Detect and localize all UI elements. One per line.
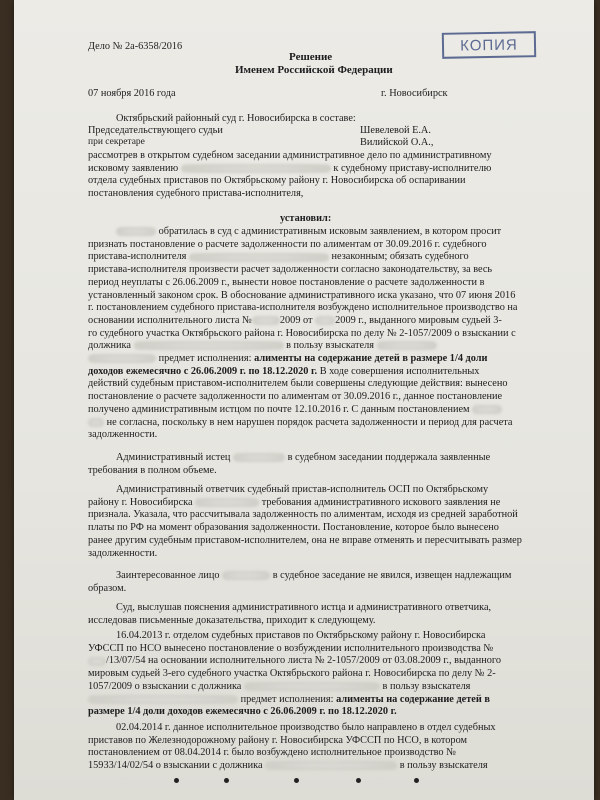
intro-paragraph (88, 150, 544, 201)
para-line (88, 602, 544, 615)
paragraph-6 (88, 630, 544, 719)
para-text: пристава-исполнителя (88, 251, 187, 263)
para-text: в пользу взыскателя (286, 340, 374, 352)
court-line-2a: Председательствующего судьи (88, 125, 223, 136)
para-text-bold: доходов ежемесячно с 26.06.2009 г. по 18.12.2020 г. (88, 365, 318, 377)
paragraph-7 (88, 722, 544, 773)
para-line (88, 681, 544, 694)
para-line (88, 497, 544, 510)
para-line (88, 404, 544, 417)
para-text: получено административным истцом по почте 12.10.2016 г. С данным постановлением (88, 403, 470, 415)
para-line: период неуплаты с 26.06.2009 г., вынести новое постановление о расчете задолженности в (88, 276, 485, 288)
para-text: 2009 г., выданного мировым судьей 3- (335, 314, 502, 326)
para-line (88, 366, 544, 379)
redaction (88, 418, 104, 427)
redaction (88, 695, 238, 704)
page-dot (414, 778, 419, 783)
page-dot (174, 778, 179, 783)
document-title: Решение (289, 51, 333, 63)
redaction (472, 405, 502, 414)
para-line: постановление о расчете задолженности по алиментам от 30.09.2016 г., данное постановление (88, 391, 503, 403)
intro-line: рассмотрев в открытом судебном заседании административное дело по административному (88, 150, 492, 161)
paragraph-3 (88, 484, 544, 560)
para-text: не согласна, поскольку в нем нарушен порядок расчета задолженности и период для расчета (106, 416, 513, 428)
section-heading: установил: (280, 213, 332, 224)
para-text-bold: размере 1/4 доли доходов ежемесячно с 26.06.2009 г. по 18.12.2020 г. (88, 706, 397, 718)
intro-text: исковому заявлению (88, 162, 179, 174)
para-line: задолженности. (88, 429, 158, 441)
para-line: требования в полном объеме. (88, 464, 217, 476)
case-number: Дело № 2а-6358/2016 (88, 41, 183, 52)
para-text-bold: алименты на содержание детей в (336, 693, 490, 705)
copy-stamp: КОПИЯ (442, 31, 536, 59)
para-line: пристава-исполнителя произвести расчет задолженности согласно законодательству, за весь (88, 264, 493, 276)
para-text: предмет исполнения: (240, 693, 334, 705)
judge-name: Шевелевой Е.А. (360, 125, 431, 136)
para-text: Заинтересованное лицо (116, 570, 220, 581)
page-dot (294, 778, 299, 783)
secretary-name: Вилийской О.А., (360, 137, 434, 148)
para-line (88, 722, 544, 735)
para-text: должника (88, 340, 131, 352)
redaction (134, 341, 284, 350)
page-dot (224, 778, 229, 783)
redaction (377, 341, 437, 350)
para-text: району г. Новосибирска (88, 496, 193, 508)
para-line (88, 760, 544, 773)
para-text: 16.04.2013 г. отделом судебных приставов по Октябрьскому району г. Новосибирска (116, 630, 486, 641)
para-line (88, 655, 544, 668)
redaction (88, 657, 106, 666)
redaction (315, 316, 335, 325)
para-text: обратилась в суд с административным исковым заявлением, в котором просит (158, 226, 502, 237)
para-line: мировым судьей 3-его судебного участка Октябрьского района г. Новосибирска по делу № 2- (88, 668, 496, 680)
para-line: признала. Указала, что рассчитывала задолженность по алиментам, исходя из средней заработной (88, 509, 518, 521)
para-line: установленный законом срок. В обоснование административного иска указано, что 07 июня 2016 (88, 289, 516, 301)
para-line (88, 484, 544, 497)
paragraph-5 (88, 602, 544, 627)
para-text: 02.04.2014 г. данное исполнительное производство было направлено в отдел судебных (116, 722, 496, 733)
para-line: действий судебным приставом-исполнителем были совершены следующие действия: вынесено (88, 378, 508, 390)
court-line-1: Октябрьский районный суд г. Новосибирска в составе: (116, 113, 356, 124)
para-text: незаконным; обязать судебного (331, 251, 469, 263)
paragraph-2 (88, 452, 544, 477)
redaction (181, 164, 331, 173)
paragraph-4 (88, 570, 544, 595)
para-line: г. постановлением судебного пристава-исполнителя возбуждено исполнительное производство на (88, 302, 518, 314)
para-line: УФССП по НСО вынесено постановление о возбуждении исполнительного производства № (88, 642, 494, 654)
para-text: в судебное заседание не явился, извещен надлежащим (272, 570, 512, 581)
para-text: 1057/2009 о взыскании с должника (88, 680, 242, 692)
redaction (265, 761, 397, 770)
para-line: приставов по Железнодорожному району г. Новосибирска УФССП по НСО, в котором (88, 734, 468, 746)
para-line (88, 353, 544, 366)
redaction (88, 354, 156, 363)
redaction (244, 682, 380, 691)
redaction (252, 316, 280, 325)
redaction (222, 571, 270, 580)
paragraph-1 (88, 226, 544, 442)
para-line: исследовав письменные доказательства, приходит к следующему. (88, 614, 376, 626)
para-line (88, 340, 544, 353)
para-text-bold: алименты на содержание детей в размере 1/4 доли (254, 353, 488, 365)
document-page (14, 0, 594, 800)
para-line: го судебного участка Октябрьского района г. Новосибирска по делу № 2-1057/2009 о взыскании с (88, 327, 516, 339)
para-text: Административный ответчик судебный пристав-исполнитель ОСП по Октябрьскому (116, 484, 489, 495)
para-text: в пользу взыскателя (382, 680, 471, 692)
para-text: 2009 от (279, 314, 313, 326)
page-dot (356, 778, 361, 783)
para-text: в пользу взыскателя (399, 760, 488, 772)
para-line (88, 226, 544, 239)
para-line: задолженности. (88, 547, 158, 559)
para-line (88, 417, 544, 430)
para-line: платы по РФ на момент образования задолженности. Постановление, которое было вынесено (88, 522, 499, 534)
intro-text: к судебному приставу-исполнителю (333, 162, 492, 174)
para-text: основании исполнительного листа № (88, 314, 252, 326)
para-text: предмет исполнения: (158, 353, 252, 365)
decision-city: г. Новосибирск (381, 88, 448, 99)
para-line (88, 630, 544, 643)
redaction (233, 453, 285, 462)
para-line (88, 706, 544, 719)
para-text: требования административного искового заявления не (261, 496, 501, 508)
decision-date: 07 ноября 2016 года (88, 88, 176, 99)
redaction (195, 498, 259, 507)
document-subtitle: Именем Российской Федерации (235, 64, 393, 76)
para-text: в судебном заседании поддержала заявленные (287, 452, 491, 463)
intro-line: постановления судебного пристава-исполнителя, (88, 188, 304, 200)
intro-line: отдела судебных приставов по Октябрьскому району г. Новосибирска об оспаривании (88, 175, 466, 187)
court-line-3a: при секретаре (88, 137, 145, 147)
para-line (88, 452, 544, 465)
para-line: постановлением от 08.04.2014 г. было возбуждено исполнительное производство № (88, 747, 456, 759)
para-text: /13/07/54 на основании исполнительного листа № 2-1057/2009 от 03.08.2009 г., выданного (106, 655, 501, 667)
redaction (189, 253, 329, 262)
para-text: Административный истец (116, 452, 231, 463)
para-line (88, 694, 544, 707)
para-line: образом. (88, 582, 127, 594)
intro-line (88, 163, 544, 176)
redaction (116, 227, 156, 236)
para-text: Суд, выслушав пояснения административного истца и административного ответчика, (116, 602, 492, 613)
para-line (88, 251, 544, 264)
para-line: ранее другим судебным приставом-исполнителем, она не вправе отменять и пересчитывать размер (88, 534, 522, 546)
para-text: 15933/14/02/54 о взыскании с должника (88, 760, 263, 772)
para-text: В ходе совершения исполнительных (319, 365, 480, 377)
para-line: признать постановление о расчете задолженности по алиментам от 30.09.2016 г. судебного (88, 238, 487, 250)
para-line (88, 315, 544, 328)
para-line (88, 570, 544, 583)
